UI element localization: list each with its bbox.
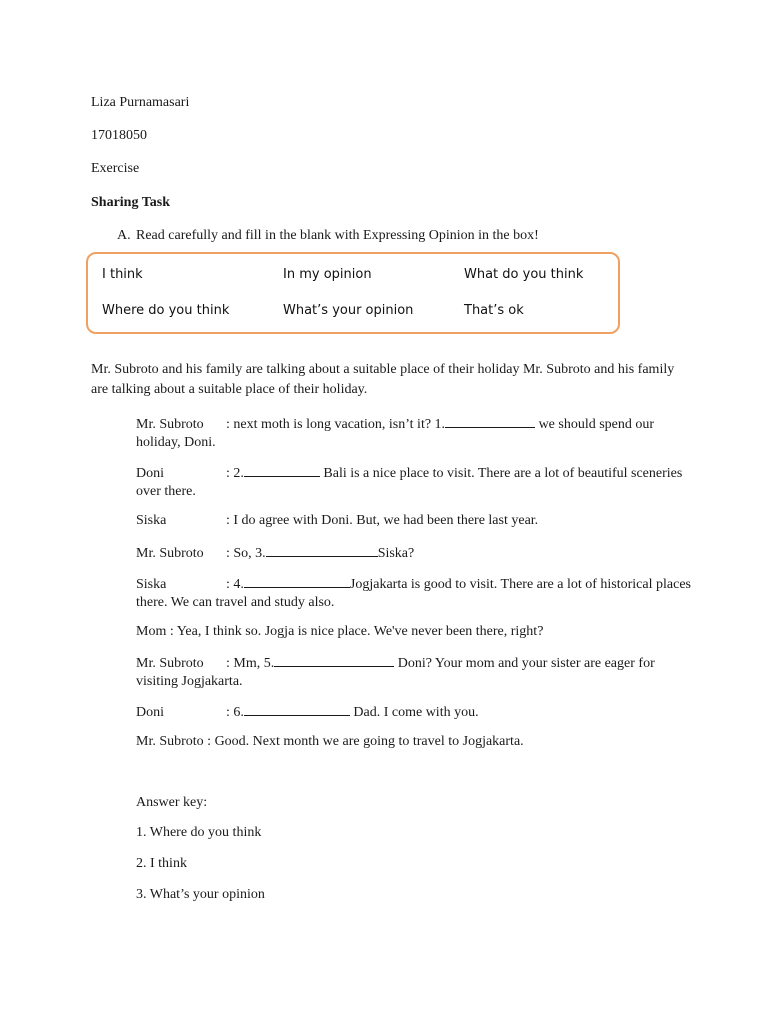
dialogue-text-after: Bali is a nice place to visit. There are a lot of beautiful sceneries over there. bbox=[136, 466, 683, 499]
dialogue-line-5 bbox=[136, 574, 696, 612]
intro-paragraph: Mr. Subroto and his family are talking about a suitable place of their holiday Mr. Subroto and his family are talking about a suitable place of their holiday. bbox=[91, 362, 675, 397]
answer-key-item-2: 2. I think bbox=[136, 856, 187, 871]
speaker: Siska bbox=[136, 513, 167, 528]
answer-key-item-1: 1. Where do you think bbox=[136, 825, 262, 840]
dialogue-line-2 bbox=[136, 463, 696, 501]
dialogue-line-1 bbox=[136, 414, 696, 452]
option-i-think: I think bbox=[102, 267, 143, 282]
dialogue-line-8 bbox=[136, 702, 696, 722]
exercise-label: Exercise bbox=[91, 161, 140, 176]
speaker-separator: : bbox=[226, 466, 230, 481]
blank-6[interactable] bbox=[244, 702, 350, 716]
dialogue-line-7 bbox=[136, 653, 696, 691]
dialogue-text-after: Siska? bbox=[377, 546, 415, 561]
speaker: Mr. Subroto bbox=[136, 656, 204, 671]
speaker-separator: : bbox=[226, 546, 230, 561]
dialogue-text-before: next moth is long vacation, isn’t it? 1. bbox=[233, 417, 446, 432]
speaker: Mr. Subroto bbox=[136, 417, 204, 432]
answer-key-title: Answer key: bbox=[136, 795, 208, 810]
speaker: Doni bbox=[136, 705, 164, 720]
dialogue-text-after: we should spend our holiday, Doni. bbox=[136, 417, 655, 450]
speaker-separator: : bbox=[226, 513, 230, 528]
speaker: Doni bbox=[136, 466, 164, 481]
speaker-separator: : bbox=[226, 577, 230, 592]
dialogue-line-6: Mom : Yea, I think so. Jogja is nice place. We've never been there, right? bbox=[136, 624, 544, 639]
dialogue-line-4 bbox=[136, 543, 696, 563]
option-what-do-you-think: What do you think bbox=[464, 267, 584, 282]
option-where-do-you-think: Where do you think bbox=[102, 303, 230, 318]
section-title: Sharing Task bbox=[91, 195, 170, 210]
student-id: 17018050 bbox=[91, 128, 147, 143]
option-in-my-opinion: In my opinion bbox=[283, 267, 372, 282]
speaker-separator: : bbox=[226, 656, 230, 671]
dialogue-text-before: 2. bbox=[233, 466, 244, 481]
dialogue-line-9: Mr. Subroto : Good. Next month we are going to travel to Jogjakarta. bbox=[136, 734, 524, 749]
task-instruction-text: Read carefully and fill in the blank with Expressing Opinion in the box! bbox=[136, 228, 539, 243]
dialogue-text: I do agree with Doni. But, we had been there last year. bbox=[233, 513, 539, 528]
dialogue-text-after: Dad. I come with you. bbox=[349, 705, 479, 720]
dialogue-line-3 bbox=[136, 512, 696, 530]
dialogue-text-before: Mm, 5. bbox=[233, 656, 275, 671]
task-letter: A. bbox=[117, 228, 131, 243]
blank-5[interactable] bbox=[274, 653, 394, 667]
speaker: Siska bbox=[136, 577, 167, 592]
blank-3[interactable] bbox=[266, 543, 378, 557]
task-instruction bbox=[117, 228, 539, 244]
dialogue-text-after: Doni? Your mom and your sister are eager for visiting Jogjakarta. bbox=[136, 656, 655, 689]
blank-4[interactable] bbox=[244, 574, 350, 588]
dialogue-text-before: So, 3. bbox=[233, 546, 266, 561]
answer-key-item-3: 3. What’s your opinion bbox=[136, 887, 265, 902]
option-thats-ok: That’s ok bbox=[464, 303, 524, 318]
dialogue-text-before: 6. bbox=[233, 705, 244, 720]
option-whats-your-opinion: What’s your opinion bbox=[283, 303, 414, 318]
expressing-opinion-box bbox=[86, 252, 620, 334]
dialogue-text-before: 4. bbox=[233, 577, 244, 592]
speaker: Mr. Subroto bbox=[136, 546, 204, 561]
speaker-separator: : bbox=[226, 705, 230, 720]
dialogue-text-after: Jogjakarta is good to visit. There are a lot of historical places there. We can travel and study also. bbox=[136, 577, 691, 610]
blank-1[interactable] bbox=[445, 414, 535, 428]
student-name: Liza Purnamasari bbox=[91, 95, 190, 110]
speaker-separator: : bbox=[226, 417, 230, 432]
blank-2[interactable] bbox=[244, 463, 320, 477]
